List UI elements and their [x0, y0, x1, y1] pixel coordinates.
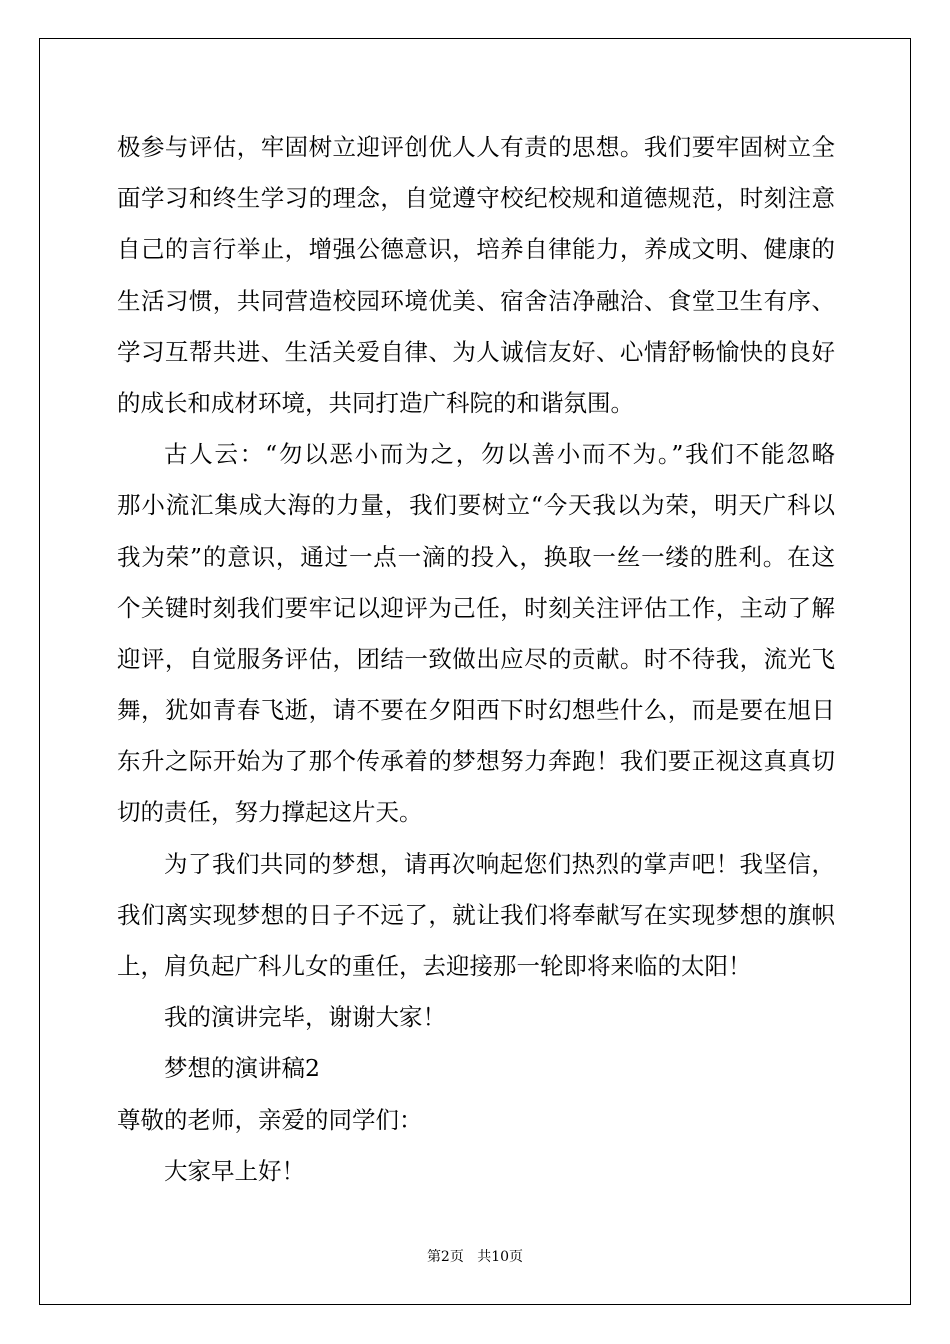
page-number: 第2页: [426, 1249, 464, 1265]
text-line: 为了我们共同的梦想，请再次响起您们热烈的掌声吧！我坚信，: [164, 849, 835, 878]
text-line: 舞，犹如青春飞逝，请不要在夕阳西下时幻想些什么，而是要在旭日: [117, 696, 835, 725]
greeting: 大家早上好！: [164, 1156, 305, 1185]
text-line: 自己的言行举止，增强公德意识，培养自律能力，养成文明、健康的: [117, 235, 835, 264]
text-line: 的成长和成材环境，共同打造广科院的和谐氛围。: [117, 388, 634, 417]
page-footer: [0, 1247, 950, 1267]
text-line: 古人云：“勿以恶小而为之，勿以善小而不为。”我们不能忽略: [164, 440, 835, 469]
text-line: 个关键时刻我们要牢记以迎评为己任，时刻关注评估工作，主动了解: [117, 593, 835, 622]
text-line: 面学习和终生学习的理念，自觉遵守校纪校规和道德规范，时刻注意: [117, 184, 835, 213]
section-heading: 梦想的演讲稿2: [164, 1054, 320, 1083]
text-line: 东升之际开始为了那个传承着的梦想努力奔跑！我们要正视这真真切: [117, 747, 835, 776]
salutation: 尊敬的老师，亲爱的同学们：: [117, 1105, 423, 1134]
text-line: 我的演讲完毕，谢谢大家！: [164, 1003, 446, 1032]
text-line: 我们离实现梦想的日子不远了，就让我们将奉献写在实现梦想的旗帜: [117, 900, 835, 929]
text-line: 生活习惯，共同营造校园环境优美、宿舍洁净融洽、食堂卫生有序、: [117, 286, 835, 315]
text-line: 我为荣”的意识，通过一点一滴的投入，换取一丝一缕的胜利。在这: [117, 542, 835, 571]
text-line: 那小流汇集成大海的力量，我们要树立“今天我以为荣，明天广科以: [117, 491, 835, 520]
text-line: 上，肩负起广科儿女的重任，去迎接那一轮即将来临的太阳！: [117, 952, 752, 980]
document-body: [117, 122, 835, 1197]
text-line: 切的责任，努力撑起这片天。: [117, 798, 423, 827]
text-line: 极参与评估，牢固树立迎评创优人人有责的思想。我们要牢固树立全: [117, 133, 835, 161]
text-line: 学习互帮共进、生活关爱自律、为人诚信友好、心情舒畅愉快的良好: [117, 337, 835, 366]
text-line: 迎评，自觉服务评估，团结一致做出应尽的贡献。时不待我，流光飞: [117, 644, 835, 673]
page-total: 共10页: [477, 1249, 524, 1265]
